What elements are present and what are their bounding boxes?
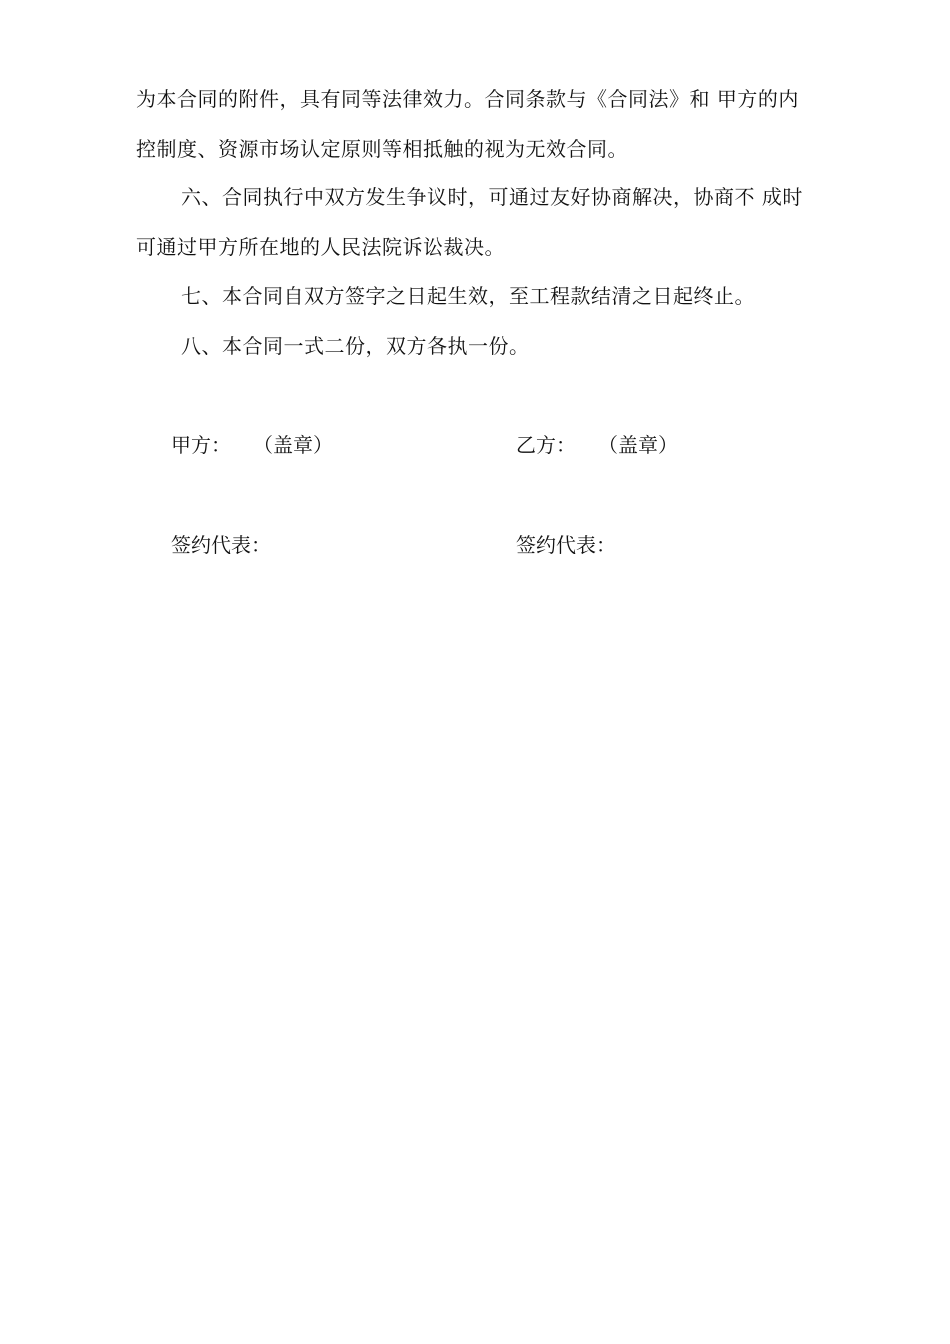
clause-six-line-1: 六、合同执行中双方发生争议时，可通过友好协商解决，协商不 成时 bbox=[181, 185, 803, 209]
clause-seven: 七、本合同自双方签字之日起生效，至工程款结清之日起终止。 bbox=[181, 284, 755, 308]
clause-six-line-2: 可通过甲方所在地的人民法院诉讼裁决。 bbox=[136, 235, 505, 259]
party-a-representative-label: 签约代表： bbox=[171, 533, 271, 557]
clause-eight: 八、本合同一式二份，双方各执一份。 bbox=[181, 334, 530, 358]
party-a-stamp-label: （盖章） bbox=[253, 433, 333, 457]
paragraph-line-1: 为本合同的附件，具有同等法律效力。合同条款与《合同法》和 甲方的内 bbox=[136, 87, 799, 111]
party-a-label: 甲方： bbox=[171, 433, 231, 457]
party-b-stamp-label: （盖章） bbox=[598, 433, 678, 457]
party-b-label: 乙方： bbox=[516, 433, 576, 457]
party-b-signature-block bbox=[516, 431, 678, 459]
party-a-signature-block bbox=[171, 431, 333, 459]
paragraph-line-2: 控制度、资源市场认定原则等相抵触的视为无效合同。 bbox=[136, 137, 628, 161]
party-b-representative-label: 签约代表： bbox=[516, 533, 616, 557]
